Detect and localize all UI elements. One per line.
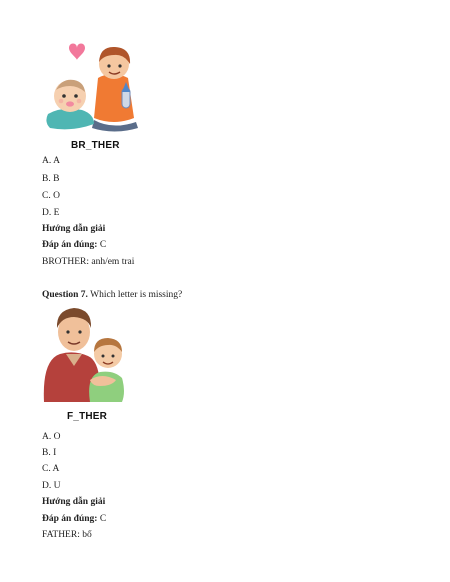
explanation: BROTHER: anh/em trai [42, 257, 135, 267]
question-prompt: Which letter is missing? [87, 290, 183, 300]
brothers-illustration [42, 40, 142, 135]
option-a: A. O [42, 432, 61, 442]
word-caption-brother: BR_THER [71, 140, 120, 151]
question-number: Question 7. [42, 290, 88, 300]
correct-answer-value: C [97, 514, 107, 524]
correct-answer-value: C [97, 240, 107, 250]
option-d: D. E [42, 208, 60, 218]
father-son-illustration [42, 302, 130, 406]
option-b: B. B [42, 174, 60, 184]
option-a: A. A [42, 156, 60, 166]
word-caption-father: F_THER [67, 411, 108, 422]
correct-answer-label: Đáp án đúng: [42, 240, 98, 250]
explanation: FATHER: bố [42, 530, 92, 540]
option-d: D. U [42, 481, 61, 491]
correct-answer [42, 513, 106, 525]
solution-heading: Hướng dẫn giải [42, 224, 106, 234]
question-7-title [42, 289, 182, 301]
solution-heading: Hướng dẫn giải [42, 497, 106, 507]
option-b: B. I [42, 448, 57, 458]
correct-answer-label: Đáp án đúng: [42, 514, 98, 524]
option-c: C. O [42, 191, 60, 201]
option-c: C. A [42, 464, 60, 474]
correct-answer [42, 239, 106, 251]
heart-icon [69, 44, 85, 61]
